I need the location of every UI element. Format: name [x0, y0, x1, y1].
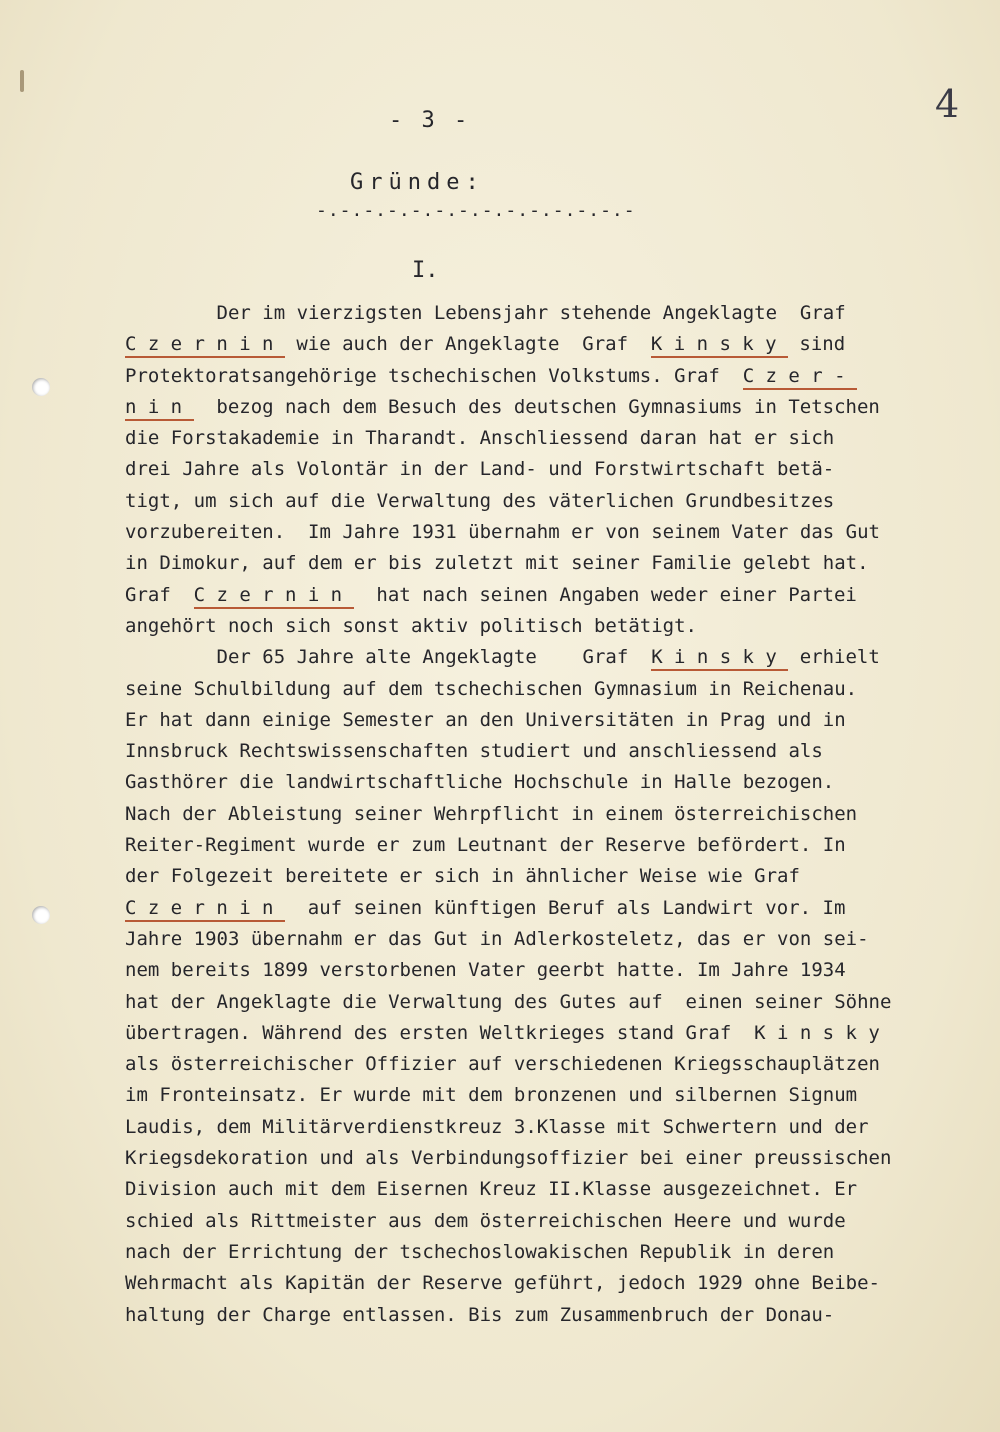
text-segment: Innsbruck Rechtswissenschaften studiert und anschliessend als [125, 740, 823, 763]
text-segment: Laudis, dem Militärverdienstkreuz 3.Klasse mit Schwertern und der [125, 1115, 869, 1138]
text-line [125, 1206, 955, 1237]
text-segment: hat der Angeklagte die Verwaltung des Gutes auf einen seiner Söhne [125, 990, 892, 1013]
page-number: - 3 - [389, 108, 471, 133]
text-segment: Jahre 1903 übernahm er das Gut in Adlerkosteletz, das er von sei- [125, 927, 869, 950]
punch-hole [32, 906, 50, 924]
text-segment: seine Schulbildung auf dem tschechischen Gymnasium in Reichenau. [125, 677, 858, 700]
text-segment: Der 65 Jahre alte Angeklagte Graf [125, 646, 652, 669]
text-segment: Wehrmacht als Kapitän der Reserve geführt, jedoch 1929 ohne Beibe- [125, 1272, 880, 1295]
text-line [125, 548, 955, 579]
text-segment: Division auch mit dem Eisernen Kreuz II.Klasse ausgezeichnet. Er [125, 1178, 858, 1201]
paper-mark [20, 70, 24, 92]
text-line [125, 987, 955, 1018]
text-line [125, 329, 955, 360]
text-segment: als österreichischer Offizier auf verschiedenen Kriegsschauplätzen [125, 1053, 880, 1076]
punch-hole [32, 378, 50, 396]
text-line [125, 893, 955, 924]
text-line [125, 611, 955, 642]
text-segment: haltung der Charge entlassen. Bis zum Zusammenbruch der Donau- [125, 1303, 835, 1326]
text-line [125, 392, 955, 423]
text-line [125, 830, 955, 861]
text-line [125, 1080, 955, 1111]
text-line [125, 1018, 955, 1049]
text-segment: drei Jahre als Volontär in der Land- und Forstwirtschaft betä- [125, 458, 835, 481]
text-line [125, 1268, 955, 1299]
text-line [125, 580, 955, 611]
spaced-name: Czernin [194, 584, 354, 609]
section-numeral: I. [412, 258, 439, 283]
text-segment: Graf [125, 583, 194, 606]
text-line [125, 298, 955, 329]
spaced-name: nin [125, 396, 194, 421]
text-line [125, 423, 955, 454]
spaced-name: Kinsky [651, 333, 788, 358]
title-ornament: -.-.-.-.-.-.-.-.-.-.-.-.-.- [316, 200, 636, 221]
text-segment: Kriegsdekoration und als Verbindungsoffizier bei einer preussischen [125, 1147, 892, 1170]
text-line [125, 642, 955, 673]
text-line [125, 861, 955, 892]
spaced-name: Kinsky [651, 646, 788, 671]
text-line [125, 361, 955, 392]
text-segment: vorzubereiten. Im Jahre 1931 übernahm er von seinem Vater das Gut [125, 521, 880, 544]
spaced-name: Czernin [125, 333, 285, 358]
text-segment: Protektoratsangehörige tschechischen Volkstums. Graf [125, 364, 743, 387]
spaced-name: Czernin [125, 897, 285, 922]
text-line [125, 1300, 955, 1331]
text-line [125, 1112, 955, 1143]
text-segment: Er hat dann einige Semester an den Universitäten in Prag und in [125, 708, 846, 731]
text-segment: übertragen. Während des ersten Weltkrieges stand Graf [125, 1021, 755, 1044]
text-segment: die Forstakademie in Tharandt. Anschliessend daran hat er sich [125, 427, 835, 450]
body-text [125, 298, 955, 1331]
text-line [125, 1237, 955, 1268]
archive-page-number: 4 [935, 82, 960, 126]
text-line [125, 454, 955, 485]
text-segment: Gasthörer die landwirtschaftliche Hochschule in Halle bezogen. [125, 771, 835, 794]
text-segment: Der im vierzigsten Lebensjahr stehende Angeklagte Graf [125, 302, 846, 324]
section-title: Gründe: [350, 170, 485, 195]
text-segment: sind [787, 333, 846, 356]
text-segment: tigt, um sich auf die Verwaltung des väterlichen Grundbesitzes [125, 489, 835, 512]
text-segment: im Fronteinsatz. Er wurde mit dem bronzenen und silbernen Signum [125, 1084, 858, 1107]
text-line [125, 486, 955, 517]
text-line [125, 517, 955, 548]
text-segment: bezog nach dem Besuch des deutschen Gymnasiums in Tetschen [193, 395, 880, 418]
text-segment: wie auch der Angeklagte Graf [284, 333, 651, 356]
text-line [125, 767, 955, 798]
text-line [125, 736, 955, 767]
text-segment: in Dimokur, auf dem er bis zuletzt mit seiner Familie gelebt hat. [125, 552, 869, 575]
text-segment: Reiter-Regiment wurde er zum Leutnant der Reserve befördert. In [125, 834, 846, 857]
text-segment: angehört noch sich sonst aktiv politisch betätigt. [125, 614, 697, 637]
text-line [125, 799, 955, 830]
text-line [125, 705, 955, 736]
spaced-name: Czer- [743, 365, 857, 390]
text-segment: nach der Errichtung der tschechoslowakischen Republik in deren [125, 1240, 835, 1263]
spaced-name: Kinsky [754, 1021, 892, 1044]
text-line [125, 1049, 955, 1080]
text-line [125, 1174, 955, 1205]
text-line [125, 1143, 955, 1174]
text-segment: Nach der Ableistung seiner Wehrpflicht in einem österreichischen [125, 802, 858, 825]
text-segment: hat nach seinen Angaben weder einer Partei [353, 583, 857, 606]
text-line [125, 924, 955, 955]
text-segment: auf seinen künftigen Beruf als Landwirt vor. Im [284, 896, 846, 919]
text-segment: erhielt [788, 646, 880, 669]
text-segment: schied als Rittmeister aus dem österreichischen Heere und wurde [125, 1209, 846, 1232]
text-line [125, 955, 955, 986]
text-segment: der Folgezeit bereitete er sich in ähnlicher Weise wie Graf [125, 865, 800, 888]
text-line [125, 674, 955, 705]
text-segment: nem bereits 1899 verstorbenen Vater geerbt hatte. Im Jahre 1934 [125, 959, 846, 982]
